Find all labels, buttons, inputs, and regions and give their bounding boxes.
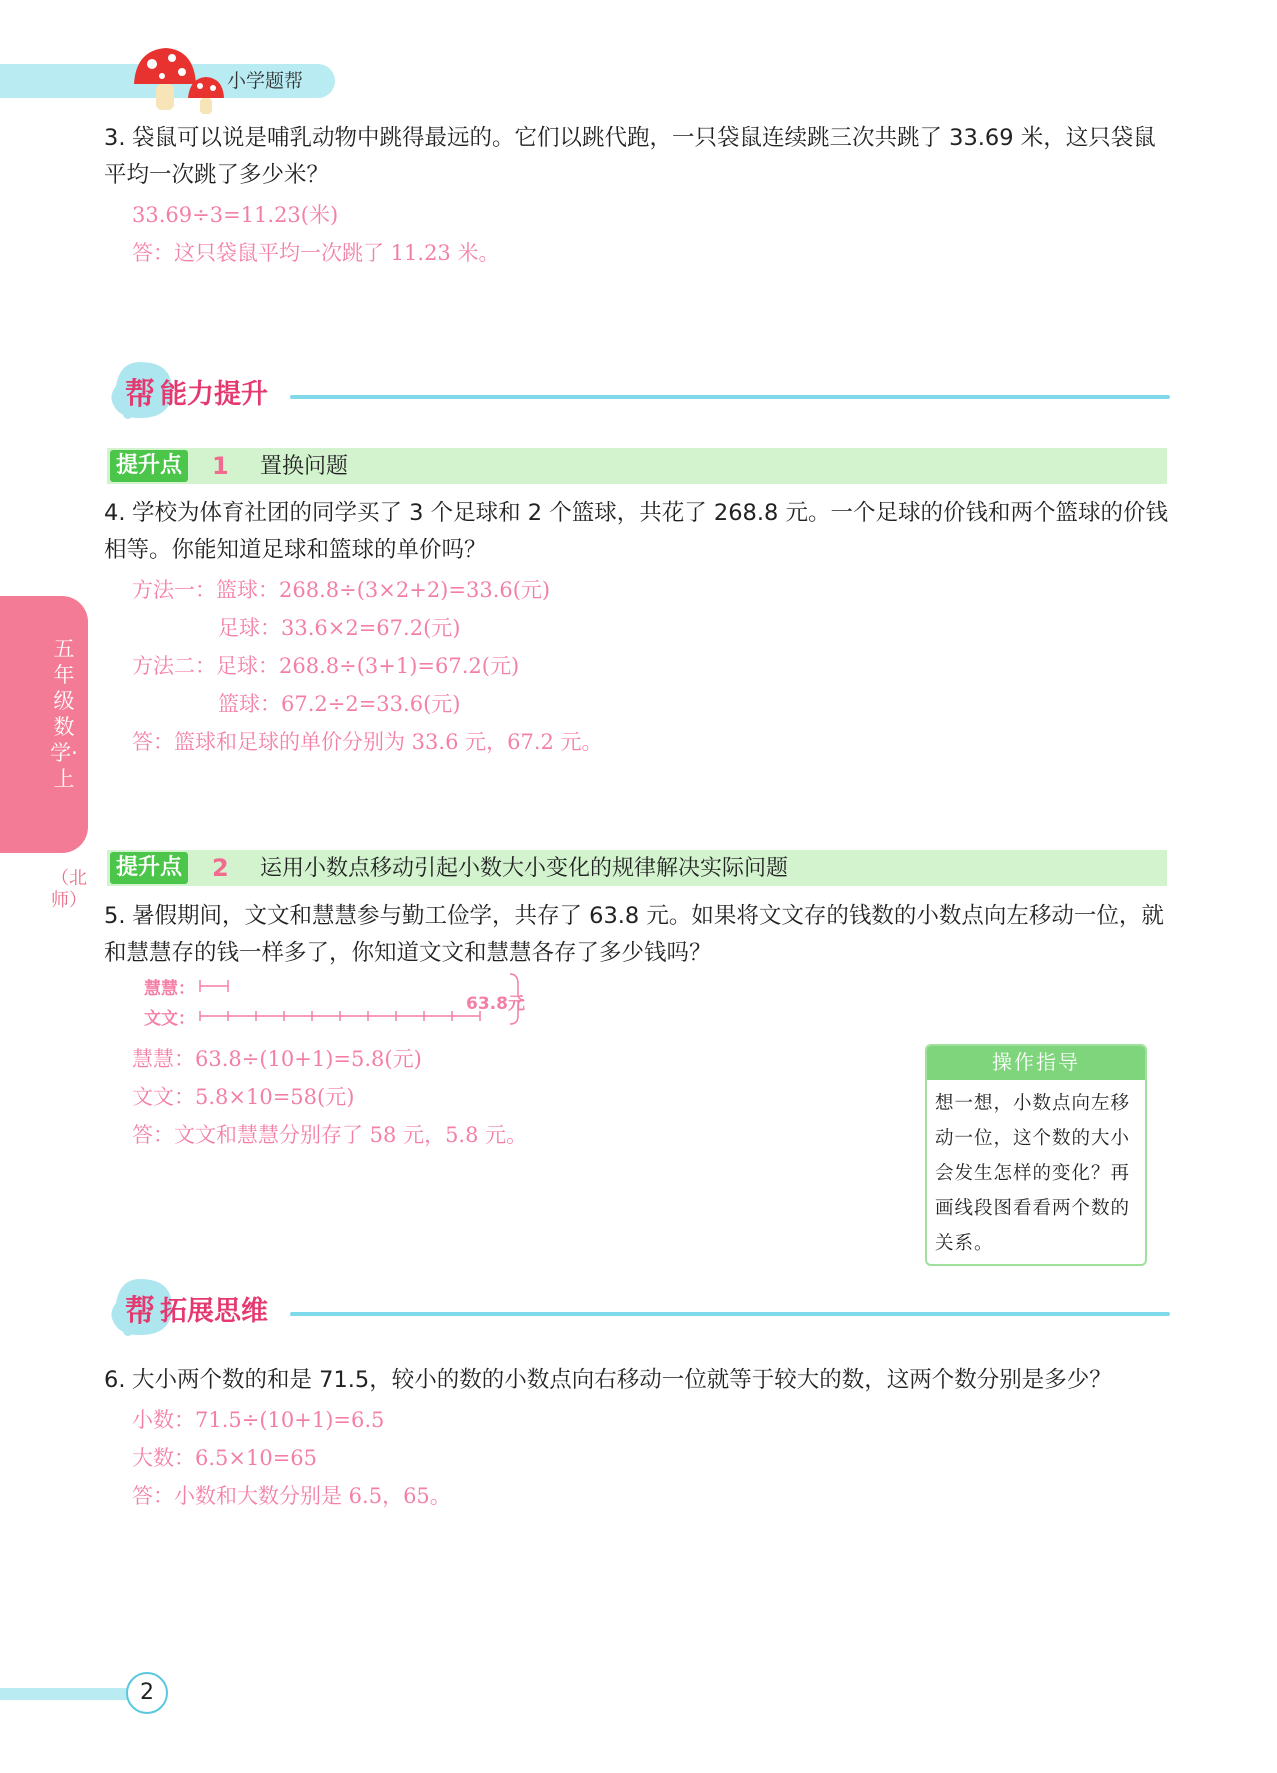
answer-line: 慧慧：63.8÷(10+1)=5.8(元) — [132, 1047, 422, 1071]
segment-diagram — [140, 970, 540, 1030]
question-text: 大小两个数的和是 71.5，较小的数的小数点向右移动一位就等于较大的数，这两个数分别是多少？ — [132, 1367, 1112, 1393]
section-title: 拓展思维 — [160, 1296, 268, 1327]
answer-line: 答：文文和慧慧分别存了 58 元，5.8 元。 — [132, 1123, 528, 1147]
mushroom-logo-icon — [128, 44, 238, 118]
answer-line: 方法一：篮球：268.8÷(3×2+2)=33.6(元) — [132, 578, 551, 602]
question-number: 3. — [104, 125, 126, 151]
point-text: 运用小数点移动引起小数大小变化的规律解决实际问题 — [260, 856, 789, 881]
question-number: 4. — [104, 500, 126, 526]
section-icon-char: 帮 — [125, 1294, 155, 1329]
answer-line: 小数：71.5÷(10+1)=6.5 — [132, 1408, 385, 1432]
question-text: 暑假期间，文文和慧慧参与勤工俭学，共存了 63.8 元。如果将文文存的钱数的小数点向左移动一位，就和慧慧存的钱一样多了，你知道文文和慧慧各存了多少钱吗？ — [104, 903, 1164, 966]
answer-line: 篮球：67.2÷2=33.6(元) — [218, 692, 461, 716]
point-label: 提升点 — [110, 852, 188, 884]
section-icon-char: 帮 — [125, 377, 155, 412]
answer-line: 足球：33.6×2=67.2(元) — [218, 616, 461, 640]
guide-title: 操作指导 — [927, 1046, 1145, 1080]
diagram-total: 63.8元 — [466, 994, 525, 1014]
side-tab-edition: （北师） — [51, 868, 87, 911]
answer-line: 方法二：足球：268.8÷(3+1)=67.2(元) — [132, 654, 520, 678]
diagram-label-huihui: 慧慧： — [144, 979, 195, 999]
question-text: 袋鼠可以说是哺乳动物中跳得最远的。它们以跳代跑，一只袋鼠连续跳三次共跳了 33.69 米，这只袋鼠平均一次跳了多少米？ — [104, 125, 1156, 188]
answer-line: 答：小数和大数分别是 6.5，65。 — [132, 1484, 451, 1508]
point-number: 1 — [212, 452, 229, 480]
section-divider — [290, 1312, 1170, 1316]
question-text: 学校为体育社团的同学买了 3 个足球和 2 个篮球，共花了 268.8 元。一个足球的价钱和两个篮球的价钱相等。你能知道足球和篮球的单价吗？ — [104, 500, 1168, 563]
page-number: 2 — [126, 1672, 168, 1714]
section-title: 能力提升 — [160, 379, 268, 410]
question-5-answer — [132, 1040, 832, 1154]
question-number: 5. — [104, 903, 126, 929]
brand-title: 小学题帮 — [227, 70, 304, 92]
answer-line: 答：篮球和足球的单价分别为 33.6 元，67.2 元。 — [132, 730, 603, 754]
question-4 — [104, 495, 1174, 761]
guide-text: 想一想，小数点向左移动一位，这个数的大小会发生怎样的变化？再画线段图看看两个数的关系。 — [935, 1093, 1131, 1254]
question-number: 6. — [104, 1367, 126, 1393]
diagram-label-wenwen: 文文： — [144, 1009, 195, 1029]
point-number: 2 — [212, 854, 229, 882]
answer-line: 答：这只袋鼠平均一次跳了 11.23 米。 — [132, 241, 500, 265]
question-3 — [104, 120, 1174, 272]
operation-guide-box — [925, 1044, 1147, 1266]
answer-line: 大数：6.5×10=65 — [132, 1446, 318, 1470]
question-6 — [104, 1362, 1174, 1515]
question-5 — [104, 898, 1174, 972]
answer-line: 33.69÷3=11.23(米) — [132, 203, 339, 227]
point-label: 提升点 — [110, 450, 188, 482]
side-tab-title: 五年级数学·上 — [50, 637, 78, 791]
section-divider — [290, 395, 1170, 399]
footer-bar — [0, 1688, 140, 1700]
point-text: 置换问题 — [260, 454, 349, 479]
answer-line: 文文：5.8×10=58(元) — [132, 1085, 355, 1109]
